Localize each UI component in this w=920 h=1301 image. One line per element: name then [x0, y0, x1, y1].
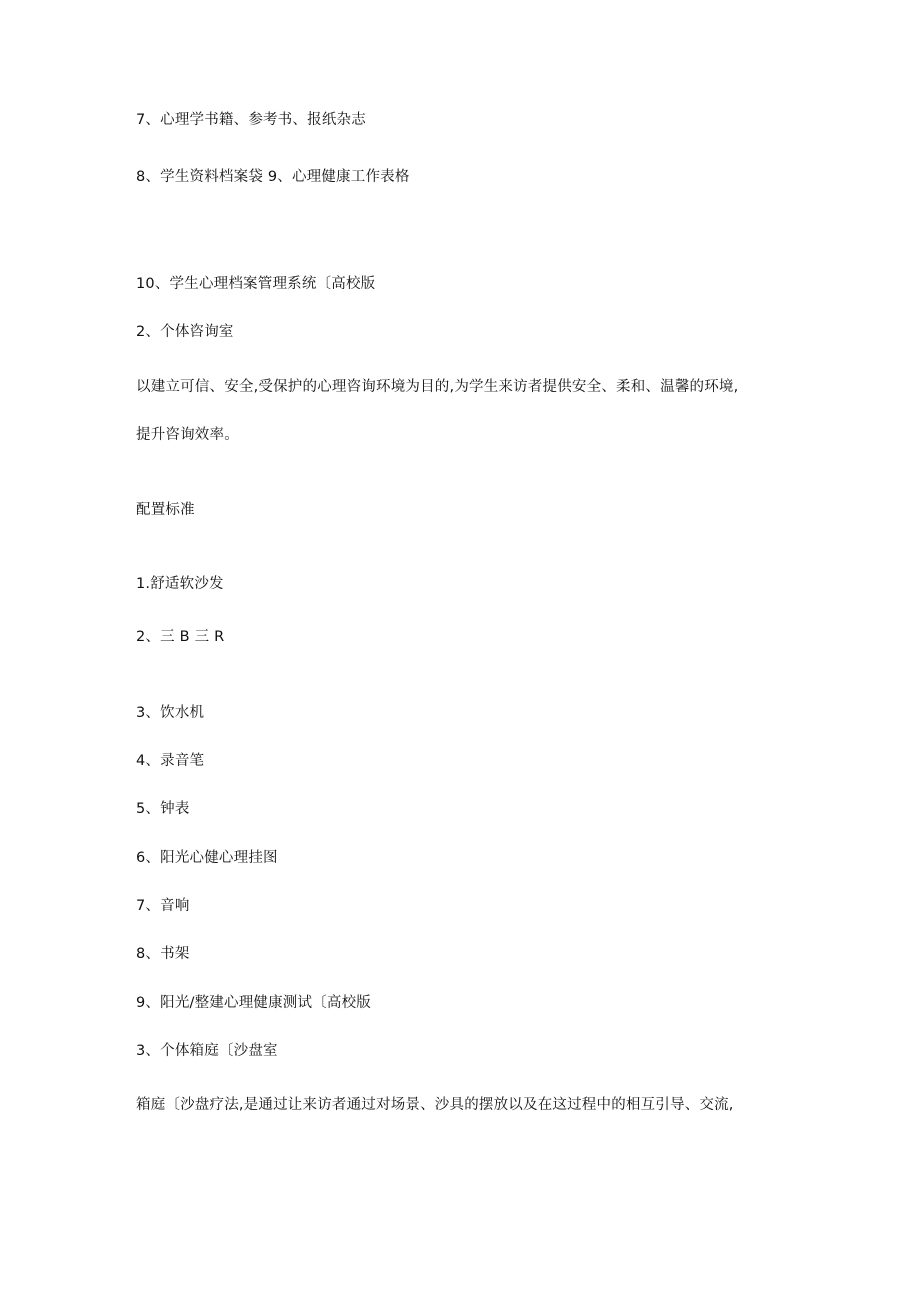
text-line: 10、学生心理档案管理系统〔高校版	[136, 276, 376, 292]
subheading: 配置标准	[136, 502, 195, 518]
text-line: 以建立可信、安全,受保护的心理咨询环境为目的,为学生来访者提供安全、柔和、温馨的环境,	[136, 379, 739, 395]
section-heading: 3、个体箱庭〔沙盘室	[136, 1043, 278, 1059]
text-line: 箱庭〔沙盘疗法,是通过让来访者通过对场景、沙具的摆放以及在这过程中的相互引导、交流,	[136, 1097, 734, 1113]
list-item: 3、饮水机	[136, 705, 205, 721]
list-item: 6、阳光心健心理挂图	[136, 850, 278, 866]
list-item: 2、三 B 三 R	[136, 629, 225, 645]
list-item: 1.舒适软沙发	[136, 576, 224, 592]
text-line: 提升咨询效率。	[136, 427, 239, 443]
section-heading: 2、个体咨询室	[136, 324, 234, 340]
list-item: 4、录音笔	[136, 753, 205, 769]
list-item: 8、书架	[136, 946, 190, 962]
list-item: 5、钟表	[136, 801, 190, 817]
list-item: 9、阳光/整建心理健康测试〔高校版	[136, 995, 372, 1011]
text-line: 7、心理学书籍、参考书、报纸杂志	[136, 112, 366, 128]
list-item: 7、音响	[136, 898, 190, 914]
text-line: 8、学生资料档案袋 9、心理健康工作表格	[136, 169, 410, 185]
